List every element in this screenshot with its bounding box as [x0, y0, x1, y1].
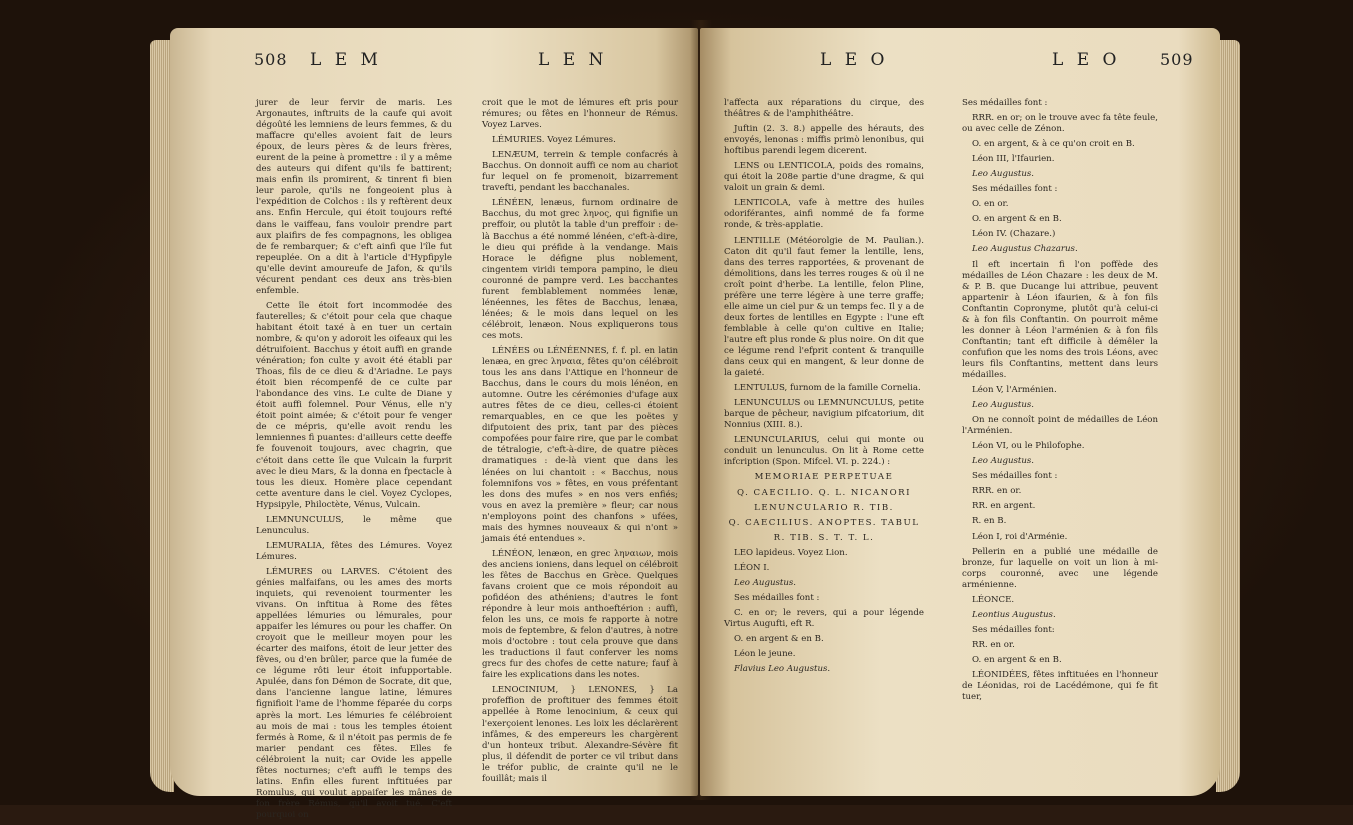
- inscription-line: Q. CAECILIO. Q. L. NICANORI: [736, 487, 912, 498]
- inscription-line: R. TIB. S. T. T. L.: [773, 532, 875, 543]
- paragraph: LENUNCULARIUS, celui qui monte ou conduit un lenunculus. On lit à Rome cette infcription (Spon. Mifcel. VI. p. 224.) :: [724, 435, 924, 468]
- paragraph: Leontius Augustus.: [972, 609, 1056, 620]
- paragraph: LÉONCE.: [972, 594, 1015, 605]
- paragraph: O. en argent & en B.: [734, 633, 824, 644]
- left-header-center: L E N: [538, 50, 608, 70]
- paragraph: LEMURALIA, fêtes des Lémures. Voyez Lémures.: [256, 540, 452, 562]
- paragraph: LENS ou LENTICOLA, poids des romains, qui étoit la 208e partie d'une dragme, & qui valoit un grain & demi.: [724, 161, 924, 194]
- paragraph: Ses médailles font :: [962, 98, 1048, 108]
- paragraph: LENUNCULUS ou LEMNUNCULUS, petite barque de pêcheur, navigium pifcatorium, dit Nonnius (XIII. 8.).: [724, 398, 924, 431]
- paragraph: Juftin (2. 3. 8.) appelle des hérauts, des envoyés, lenonas : miffis primò lenonibus, qui hoftibus parendi legem dicerent.: [724, 124, 924, 157]
- paragraph: LENTICOLA, vafe à mettre des huiles odoriférantes, ainfi nommé de fa forme ronde, & très-applatie.: [724, 198, 924, 231]
- paragraph: RRR. en or; on le trouve avec fa tête feule, ou avec celle de Zénon.: [962, 113, 1158, 135]
- paragraph: croit que le mot de lémures eft pris pour rémures; ou fêtes en l'honneur de Rémus. Voyez Larves.: [482, 98, 678, 131]
- paragraph: Ses médailles font:: [972, 624, 1055, 635]
- paragraph: R. en B.: [972, 516, 1007, 527]
- paragraph: LEMNUNCULUS, le même que Lenunculus.: [256, 514, 452, 536]
- right-header-right: L E O: [1052, 50, 1121, 70]
- paragraph: Léon VI, ou le Philofophe.: [972, 441, 1085, 452]
- paragraph: LEO lapideus. Voyez Lion.: [734, 547, 848, 558]
- paragraph: LENTULUS, furnom de la famille Cornelia.: [734, 383, 921, 394]
- paragraph: Léon I, roi d'Arménie.: [972, 531, 1068, 542]
- paragraph: Léon V, l'Arménien.: [972, 385, 1057, 396]
- paragraph: LÉNÉEN, lenæus, furnom ordinaire de Bacchus, du mot grec ληνος, qui fignifie un preffoir, ou plutôt la table d'un preffoir : de-là Bacchus a été nommé lénéen, c'eft-à-dire, le dieu qui préfide à la vendange. Mais Horace le défigne plus noblement, cingentem viridi tempora pampino, le dieu couronné de pampre verd. Les bacchantes furent femblablement nommées lenæ, lénéennes, les fêtes de Bacchus, lenæa, lénées; & le mois dans lequel on les célébroit, lenæon. Nous expliquerons tous ces mots.: [482, 198, 678, 341]
- paragraph: LENOCINIUM, } LENONES, } La profeffion de proftituer des femmes étoit appellée à Rome lenocinium, & ceux qui l'exerçoient lenones. Les loix les déclarèrent infâmes, & des empereurs les chargèrent d'un honteux tribut. Alexandre-Sévère fit plus, il défendit de porter ce vil tribut dans le tréfor public, de crainte qu'il ne le fouillât; mais il: [482, 685, 678, 784]
- paragraph: LÉONIDÉES, fêtes inftituées en l'honneur de Léonidas, roi de Lacédémone, qui fe fit tuer,: [962, 669, 1158, 703]
- paragraph: LENÆUM, terrein & temple confacrés à Bacchus. On donnoit auffi ce nom au chariot fur lequel on fe promenoit, bizarrement travefti, pendant les bacchanales.: [482, 150, 678, 194]
- paragraph: Leo Augustus.: [972, 456, 1035, 467]
- paragraph: O. en argent, & à ce qu'on croit en B.: [972, 139, 1135, 150]
- inscription-line: MEMORIAE PERPETUAE: [754, 472, 894, 483]
- paragraph: Pellerin en a publié une médaille de bronze, fur laquelle on voit un lion à mi-corps couronné, avec une légende arménienne.: [962, 546, 1158, 590]
- paragraph: Flavius Leo Augustus.: [734, 664, 831, 675]
- paragraph: C. en or; le revers, qui a pour légende Virtus Augufti, eft R.: [724, 607, 924, 629]
- paragraph: On ne connoît point de médailles de Léon l'Arménien.: [962, 415, 1158, 437]
- paragraph: Ses médailles font :: [972, 471, 1058, 482]
- paragraph: Leo Augustus Chazarus.: [972, 244, 1078, 255]
- right-column-2: [962, 98, 1158, 707]
- left-header-left: L E M: [310, 50, 382, 70]
- right-page-number: 509: [1160, 50, 1194, 69]
- paragraph: Leo Augustus.: [972, 400, 1035, 411]
- paragraph: LÉNÉES ou LÉNÉENNES, f. f. pl. en latin lenæa, en grec ληναια, fêtes qu'on célébroit tous les ans dans l'Attique en l'honneur de Bacchus, dans le cours du mois lénéon, en automne. Outre les cérémonies d'ufage aux autres fêtes de ce dieu, celles-ci étoient remarquables, en ce que les poëtes y difputoient des prix, tant par des pièces compofées pour faire rire, que par le combat de tétralogie, c'eft-à-dire, de quatre pièces dramatiques : de-là vient que dans les lénées on lui chantoit : « Bacchus, nous folemnifons vos » fêtes, en vous préfentant les dons des mufes » en nos vers enfiés; vous en avez la première » fleur; car nous n'employons point des chanfons » ufées, mais des hymnes nouveaux & qui n'ont » jamais été entendues ».: [482, 345, 678, 544]
- left-column-2: [482, 98, 678, 789]
- inscription-line: LENUNCULARIO R. TIB.: [754, 502, 894, 513]
- paragraph: Cette île étoit fort incommodée des fauterelles; & c'étoit pour cela que chaque habitant étoit taxé à en tuer un certain nombre, & qu'on y adoroit les oifeaux qui les détruifoient. Bacchus y étoit auffi en grande vénération; fon culte y avoit été établi par Thoas, fils de ce dieu & d'Ariadne. Le pays étoit bien récompenfé de ce culte par l'abondance des vins. Le culte de Diane y étoit auffi folemnel. Pour Vénus, elle n'y étoit point aimée; & c'étoit pour fe venger de ce mépris, qu'elle avoit rendu les lemniennes fi puantes: d'ailleurs cette deeffe fe fouvenoit toujours, avec chagrin, que c'étoit dans cette île que Vulcain la furprit avec le dieu Mars, & la donna en fpectacle à tous les dieux. Homère place cependant cette aventure dans le ciel. Voyez Cyclopes, Hypsipyle, Philoctète, Vénus, Vulcain.: [256, 300, 452, 510]
- paragraph: O. en or.: [972, 199, 1009, 210]
- paragraph: l'affecta aux réparations du cirque, des théâtres & de l'amphithéâtre.: [724, 98, 924, 120]
- paragraph: RRR. en or.: [972, 486, 1022, 497]
- paragraph: LÉNÉON, lenæon, en grec ληναιων, mois des anciens ioniens, dans lequel on célébroit les fêtes de Bacchus en Grèce. Quelques favans croient que ce mois répondoit au pofidéon des athéniens; d'autres le font répondre à leur mois anthoeftérion : auffi, felon les uns, ce mois fe rapporte à notre mois de feptembre, & felon d'autres, à notre mois d'octobre : tout cela prouve que dans les traductions il faut conferver les noms grecs fur des chofes de cette nature; fauf à faire les explications dans les notes.: [482, 548, 678, 681]
- left-page-number: 508: [254, 50, 288, 69]
- paragraph: jurer de leur fervir de maris. Les Argonautes, inftruits de la caufe qui avoit dégoûté les lemniens de leurs femmes, & du maffacre qu'elles avoient fait de leurs époux, de leurs pères & de leurs frères, eurent de la peine à promettre : il y a même des auteurs qui difent qu'ils fe battirent; mais enfin ils promirent, & tinrent fi bien leur parole, qu'ils ne fongeoient plus à l'expédition de Colchos : ils y reftèrent deux ans. Enfin Hercule, qui étoit toujours refté dans le vaiffeau, fans vouloir prendre part aux plaifirs de fes compagnons, les obligea de fe rembarquer; & c'eft ainfi que l'île fut repeuplée. On a dit à l'article d'Hypfipyle qu'elle devint amoureufe de Jafon, & qu'ils vécurent pendant ces deux ans très-bien enfemble.: [256, 98, 452, 296]
- paragraph: Léon III, l'Ifaurien.: [972, 154, 1055, 165]
- paragraph: RR. en or.: [972, 639, 1015, 650]
- paragraph: Leo Augustus.: [734, 577, 797, 588]
- paragraph: Léon IV. (Chazare.): [972, 229, 1056, 240]
- paragraph: LÉON I.: [734, 562, 770, 573]
- paragraph: Ses médailles font :: [972, 184, 1058, 195]
- paragraph: LÉMURES ou LARVES. C'étoient des génies malfaifans, ou les ames des morts inquiets, qui revenoient tourmenter les vivans. On inftitua à Rome des fêtes appellées lémuries ou lémurales, pour appaifer les lémures ou pour les chaffer. On croyoit que le meilleur moyen pour les écarter des maifons, étoit de leur jetter des fêves, ou d'en brûler, parce que la fumée de ce légume rôti leur étoit infupportable. Apulée, dans fon Démon de Socrate, dit que, dans l'ancienne langue latine, lémures fignifioit l'ame de l'homme féparée du corps après la mort. Les lémuries fe célébroient au mois de mai : tous les temples étoient fermés à Rome, & il n'étoit pas permis de fe marier pendant ces fêtes. Elles fe célébroient la nuit; car Ovide les appelle fêtes nocturnes; c'eft auffi le temps des latins. Enfin elles furent inftituées par Romulus, qui voulut appaifer les mânes de fon frère Rémus, qu'il avoit tué. C'eft pourquoi on: [256, 566, 452, 820]
- right-column-1: [724, 98, 924, 679]
- paragraph: LENTILLE (Météorolgie de M. Paulian.). Caton dit qu'il faut femer la lentille, lens, dans des terres rapportées, & provenant de démolitions, dans les terres rouges & où il ne croît point d'herbe. La lentille, felon Pline, préfère une terre légère à une terre graffe; elle aime un ciel pur & un temps fec. Il y a de deux fortes de lentilles en Egypte : l'une eft femblable à celle qu'on cultive en Italie; l'autre eft plus ronde & plus noire. On dit que ce légume rend l'efprit content & tranquille dans ceux qui en mangent, & leur donne de la gaieté.: [724, 235, 924, 379]
- paragraph: Léon le jeune.: [734, 649, 796, 660]
- right-page: [700, 28, 1220, 796]
- left-page: [170, 28, 698, 820]
- paragraph: LÉMURIES. Voyez Lémures.: [492, 135, 616, 146]
- left-column-1: [256, 98, 452, 825]
- paragraph: Il eft incertain fi l'on poffède des médailles de Léon Chazare : les deux de M. & P. B. que Ducange lui attribue, peuvent appartenir à Léon ifaurien, & à fon fils Conftantin Copronyme, plutôt qu'à celui-ci & à fon fils Conftantin. On pourroit même les donner à Léon l'arménien & à fon fils Conftantin; tant eft difficile à démêler la confufion que les noms des trois Léons, avec leurs fils Conftantins, mettent dans leurs médailles.: [962, 259, 1158, 380]
- paragraph: Ses médailles font :: [734, 592, 820, 603]
- right-header-center: L E O: [820, 50, 889, 70]
- paragraph: RR. en argent.: [972, 501, 1036, 512]
- paragraph: Leo Augustus.: [972, 169, 1035, 180]
- inscription-line: Q. CAECILIUS. ANOPTES. TABUL: [728, 517, 920, 528]
- paragraph: O. en argent & en B.: [972, 214, 1062, 225]
- paragraph: O. en argent & en B.: [972, 654, 1062, 665]
